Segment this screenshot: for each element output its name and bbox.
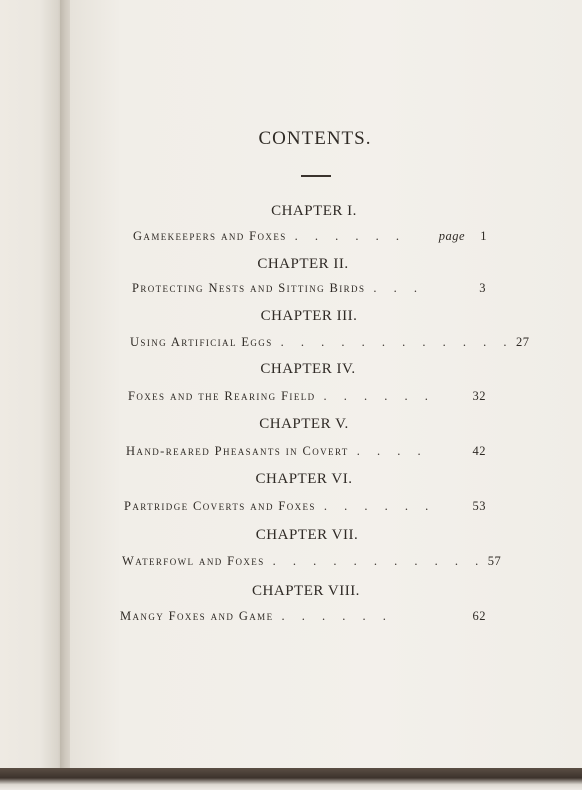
toc-entry-3 [130, 332, 530, 352]
toc-page-number: 57 [487, 553, 502, 568]
left-page [0, 0, 66, 790]
leader-dots: . . . . . . [323, 498, 436, 513]
chapter-heading-5: CHAPTER V. [259, 416, 349, 432]
toc-entry-title: Using Artificial Eggs [130, 334, 273, 349]
right-page [70, 0, 582, 768]
leader-dots: . . . . . . [294, 228, 407, 243]
toc-page-number: 27 [516, 334, 530, 349]
leader-dots: . . . . [356, 443, 428, 458]
toc-entry-title: Hand-reared Pheasants in Covert [126, 443, 349, 458]
chapter-heading-6: CHAPTER VI. [255, 471, 353, 487]
chapter-heading-2: CHAPTER II. [257, 256, 349, 272]
toc-entry-title: Mangy Foxes and Game [120, 608, 274, 623]
toc-entry-1 [133, 226, 487, 246]
toc-entry-title: Gamekeepers and Foxes [133, 228, 287, 243]
toc-page-number: 62 [472, 608, 486, 623]
leader-dots: . . . . . . . . . . . [272, 553, 486, 568]
toc-entry-2 [132, 278, 486, 298]
toc-entry-5 [126, 441, 486, 461]
chapter-heading-4: CHAPTER IV. [260, 361, 356, 377]
toc-entry-8 [120, 606, 486, 626]
toc-page-number: 1 [480, 228, 487, 243]
leader-dots: . . . . . . [281, 608, 393, 623]
toc-entry-title: Partridge Coverts and Foxes [124, 498, 316, 513]
chapter-heading-1: CHAPTER I. [271, 203, 357, 219]
chapter-heading-3: CHAPTER III. [260, 308, 358, 324]
toc-entry-4 [128, 386, 486, 406]
toc-entry-7 [122, 551, 502, 571]
toc-entry-title: Waterfowl and Foxes [122, 553, 265, 568]
heading-rule [301, 175, 331, 177]
contents-heading: CONTENTS. [258, 128, 372, 149]
page-bottom-edge [0, 768, 582, 790]
toc-page-number: 32 [472, 388, 486, 403]
toc-entry-title: Protecting Nests and Sitting Birds [132, 280, 366, 295]
toc-page-number: 3 [479, 280, 486, 295]
leader-dots: . . . [373, 280, 424, 295]
toc-page-number: 53 [472, 498, 486, 513]
page-label: page [438, 228, 465, 243]
chapter-heading-7: CHAPTER VII. [255, 527, 359, 543]
leader-dots: . . . . . . [323, 388, 435, 403]
toc-entry-title: Foxes and the Rearing Field [128, 388, 316, 403]
chapter-heading-8: CHAPTER VIII. [252, 583, 360, 599]
leader-dots: . . . . . . . . . . . . [280, 334, 514, 349]
toc-entry-6 [124, 496, 486, 516]
toc-page-number: 42 [472, 443, 486, 458]
